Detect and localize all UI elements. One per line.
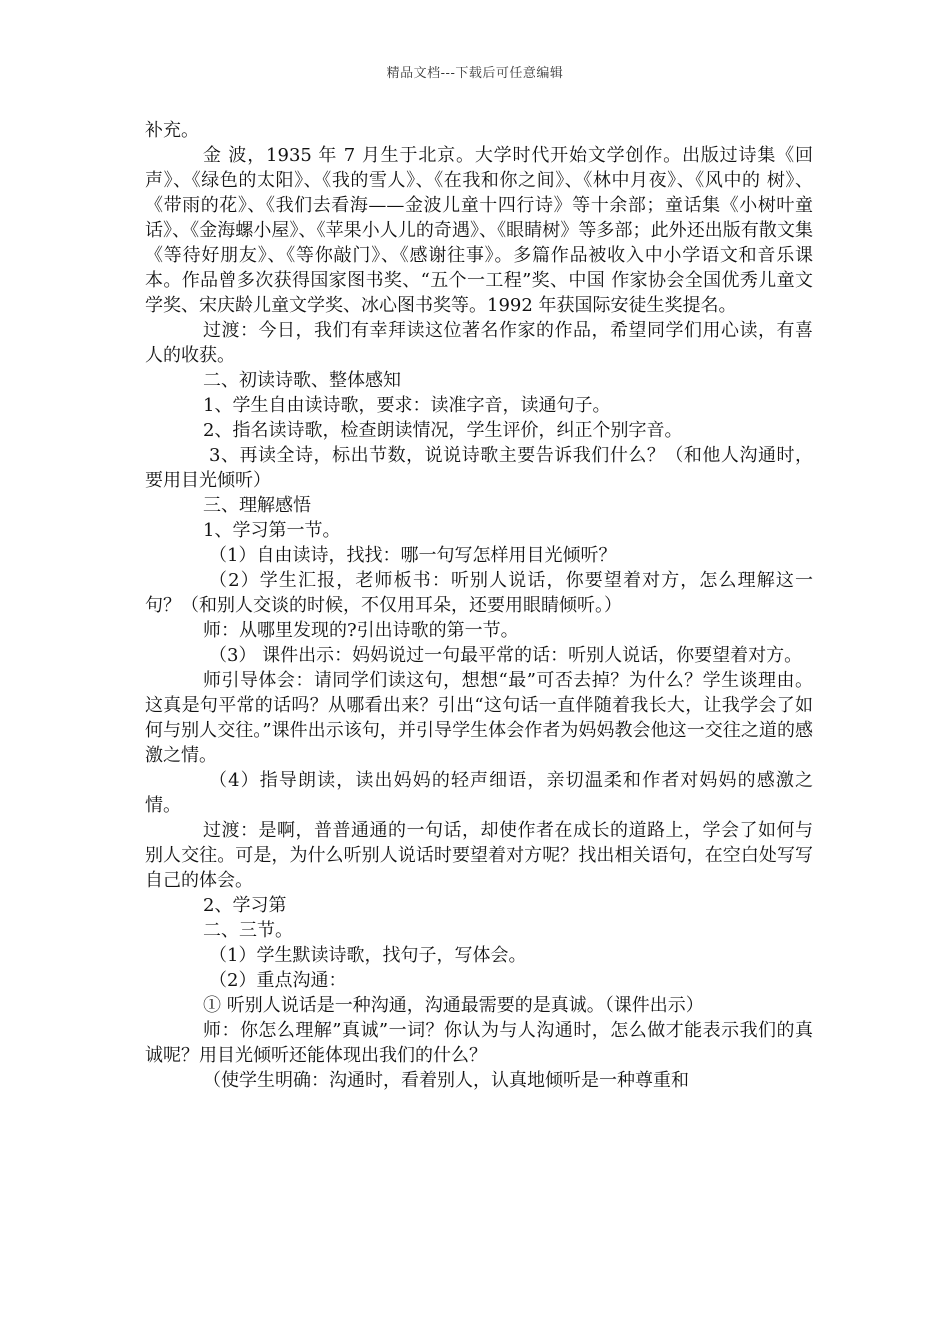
paragraph: （使学生明确：沟通时，看着别人，认真地倾听是一种尊重和 <box>203 1070 689 1091</box>
paragraph: 师：从哪里发现的?引出诗歌的第一节。 <box>203 620 519 641</box>
paragraph: 2、指名读诗歌，检查朗读情况，学生评价，纠正个别字音。 <box>203 420 683 441</box>
paragraph: （1）自由读诗，找找：哪一句写怎样用目光倾听？ <box>209 545 617 566</box>
document-body <box>145 118 813 1093</box>
paragraph: 3、再读全诗，标出节数，说说诗歌主要告诉我们什么？（和他人沟通时，要用目光倾听） <box>145 445 813 491</box>
paragraph: 过渡：今日，我们有幸拜读这位著名作家的作品，希望同学们用心读，有喜人的收获。 <box>145 320 813 366</box>
paragraph: 补充。 <box>145 120 199 141</box>
page-header: 精品文档---下载后可任意编辑 <box>386 66 564 81</box>
paragraph: 1、学生自由读诗歌，要求：读准字音，读通句子。 <box>203 395 611 416</box>
paragraph: 2、学习第 <box>203 895 287 916</box>
section-heading: 三、理解感悟 <box>203 495 311 516</box>
paragraph: 过渡：是啊，普普通通的一句话，却使作者在成长的道路上，学会了如何与别人交往。可是，为什么听别人说话时要望着对方呢？找出相关语句，在空白处写写自己的体会。 <box>145 820 813 891</box>
paragraph: （4）指导朗读，读出妈妈的轻声细语，亲切温柔和作者对妈妈的感激之情。 <box>145 770 813 816</box>
section-heading: 二、初读诗歌、整体感知 <box>203 370 401 391</box>
paragraph: 1、学习第一节。 <box>203 520 341 541</box>
paragraph: ① 听别人说话是一种沟通，沟通最需要的是真诚。（课件出示） <box>203 995 704 1016</box>
paragraph: 金 波，1935 年 7 月生于北京。大学时代开始文学创作。出版过诗集《回声》、《绿色的太阳》、《我的雪人》、《在我和你之间》、《林中月夜》、《风中的 树》、《带雨的花》、《我们去看海——金波儿童十四行诗》等十余部；童话集《小树叶童话》、《金海螺小屋》、《苹果小人儿的奇遇》、《眼睛树》等多部；此外还出版有散文集《等待好朋友》、《等你敲门》、《感谢往事》。多篇作品被收入中小学语文和音乐课本。作品曾多次获得国家图书奖、“五个一工程”奖、中国 作家协会全国优秀儿童文学奖、宋庆龄儿童文学奖、冰心图书奖等。1992 年获国际安徒生奖提名。 <box>145 145 813 316</box>
paragraph: 师：你怎么理解”真诚”一词？你认为与人沟通时，怎么做才能表示我们的真诚呢？用目光倾听还能体现出我们的什么？ <box>145 1020 813 1066</box>
paragraph: （2）学生汇报，老师板书：听别人说话，你要望着对方，怎么理解这一句？（和别人交谈的时候，不仅用耳朵，还要用眼睛倾听。） <box>145 570 813 616</box>
paragraph: 师引导体会：请同学们读这句，想想“最”可否去掉？为什么？学生谈理由。这真是句平常的话吗？从哪看出来？引出“这句话一直伴随着我长大，让我学会了如何与别人交往。”课件出示该句，并引导学生体会作者为妈妈教会他这一交往之道的感激之情。 <box>145 670 813 766</box>
paragraph: （1）学生默读诗歌，找句子，写体会。 <box>209 945 527 966</box>
paragraph: 二、三节。 <box>203 920 293 941</box>
paragraph: （2）重点沟通： <box>209 970 347 991</box>
paragraph: （3） 课件出示：妈妈说过一句最平常的话：听别人说话，你要望着对方。 <box>209 645 803 666</box>
